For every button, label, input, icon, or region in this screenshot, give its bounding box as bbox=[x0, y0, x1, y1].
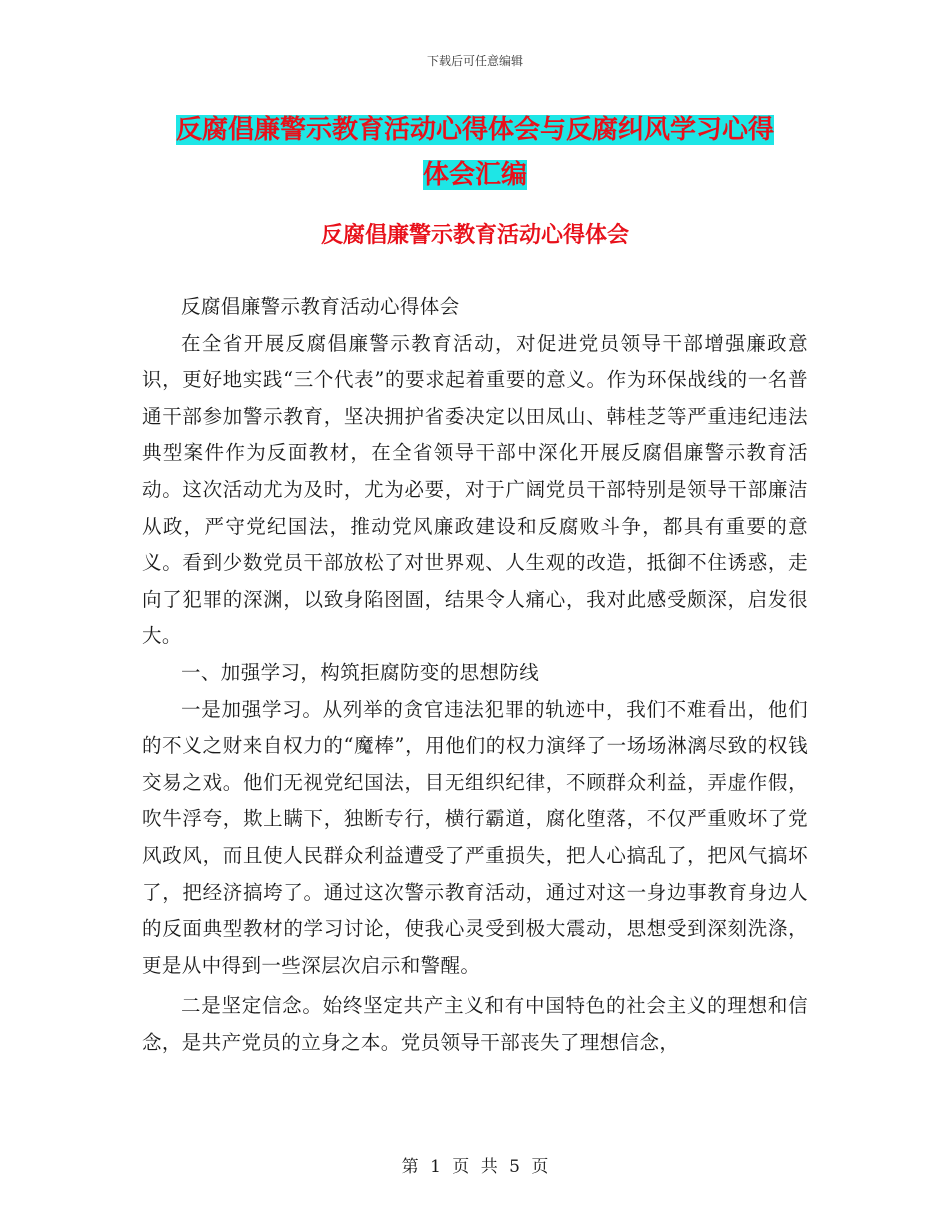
document-title-line-1: 反腐倡廉警示教育活动心得体会与反腐纠风学习心得 bbox=[175, 115, 774, 145]
page-header-note: 下载后可任意编辑 bbox=[426, 54, 523, 68]
paragraph-study: 一是加强学习。从列举的贪官违法犯罪的轨迹中，我们不难看出，他们的不义之财来自权力的“魔棒”，用他们的权力演绎了一场场淋漓尽致的权钱交易之戏。他们无视党纪国法，目无组织纪律，不顾群众利益，弄虚作假，吹牛浮夸，欺上瞒下，独断专行，横行霸道，腐化堕落，不仅严重败坏了党风政风，而且使人民群众利益遭受了严重损失，把人心搞乱了，把风气搞坏了，把经济搞垮了。通过这次警示教育活动，通过对这一身边事教育身边人的反面典型教材的学习讨论，使我心灵受到极大震动，思想受到深刻洗涤，更是从中得到一些深层次启示和警醒。 bbox=[142, 697, 808, 977]
document-title bbox=[0, 108, 950, 198]
paragraph-belief: 二是坚定信念。始终坚定共产主义和有中国特色的社会主义的理想和信念，是共产党员的立身之本。党员领导干部丧失了理想信念， bbox=[142, 994, 808, 1054]
document-title-line-2: 体会汇编 bbox=[422, 160, 527, 190]
section-title: 反腐倡廉警示教育活动心得体会 bbox=[320, 223, 629, 248]
document-body bbox=[142, 289, 808, 1061]
paragraph-subtitle: 反腐倡廉警示教育活动心得体会 bbox=[181, 295, 460, 318]
paragraph-heading-one: 一、加强学习，构筑拒腐防变的思想防线 bbox=[181, 660, 540, 684]
page-footer-number: 第 1 页 共 5 页 bbox=[401, 1157, 549, 1177]
paragraph-intro: 在全省开展反腐倡廉警示教育活动，对促进党员领导干部增强廉政意识，更好地实践“三个代表”的要求起着重要的意义。作为环保战线的一名普通干部参加警示教育，坚决拥护省委决定以田凤山、韩桂芝等严重违纪违法典型案件作为反面教材，在全省领导干部中深化开展反腐倡廉警示教育活动。这次活动尤为及时，尤为必要，对于广阔党员干部特别是领导干部廉洁从政，严守党纪国法，推动党风廉政建设和反腐败斗争，都具有重要的意义。看到少数党员干部放松了对世界观、人生观的改造，抵御不住诱惑，走向了犯罪的深渊，以致身陷囹圄，结果令人痛心，我对此感受颇深，启发很大。 bbox=[142, 331, 808, 648]
